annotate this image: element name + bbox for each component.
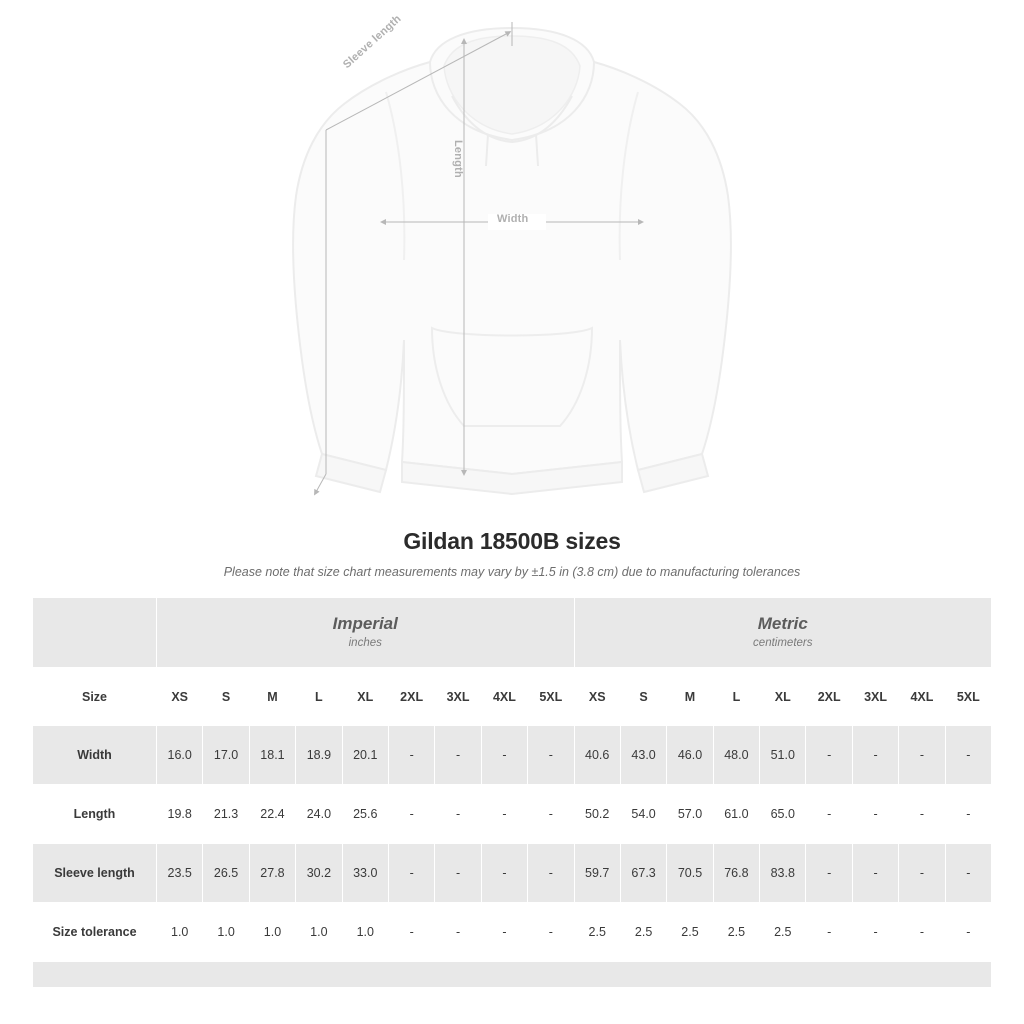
cell-width-imperial-3xl: - (435, 726, 481, 785)
cell-sleeve-imperial-3xl: - (435, 844, 481, 903)
cell-sleeve-imperial-4xl: - (481, 844, 527, 903)
header-imperial-3xl: 3XL (435, 668, 481, 726)
cell-length-imperial-xl: 25.6 (342, 785, 388, 844)
cell-tolerance-imperial-m: 1.0 (249, 903, 295, 962)
cell-sleeve-metric-5xl: - (945, 844, 991, 903)
cell-sleeve-metric-xs: 59.7 (574, 844, 620, 903)
cell-width-imperial-m: 18.1 (249, 726, 295, 785)
cell-sleeve-metric-2xl: - (806, 844, 852, 903)
size-table-wrapper (32, 597, 992, 988)
header-imperial-xl: XL (342, 668, 388, 726)
cell-tolerance-imperial-3xl: - (435, 903, 481, 962)
unit-name-imperial: Imperial (332, 613, 398, 633)
cell-sleeve-metric-4xl: - (899, 844, 945, 903)
row-label-width: Width (33, 726, 157, 785)
cell-width-imperial-xs: 16.0 (157, 726, 203, 785)
unit-header-imperial (157, 598, 575, 668)
cell-length-imperial-3xl: - (435, 785, 481, 844)
cell-sleeve-imperial-5xl: - (528, 844, 574, 903)
cell-width-metric-xs: 40.6 (574, 726, 620, 785)
cell-tolerance-metric-3xl: - (852, 903, 898, 962)
cell-width-imperial-l: 18.9 (296, 726, 342, 785)
cell-length-imperial-s: 21.3 (203, 785, 249, 844)
cell-tolerance-metric-2xl: - (806, 903, 852, 962)
cell-sleeve-metric-s: 67.3 (620, 844, 666, 903)
cell-tolerance-metric-xl: 2.5 (760, 903, 806, 962)
cell-sleeve-imperial-2xl: - (388, 844, 434, 903)
header-size-label: Size (33, 668, 157, 726)
cell-length-imperial-4xl: - (481, 785, 527, 844)
table-row (33, 726, 992, 785)
cell-width-metric-5xl: - (945, 726, 991, 785)
cell-tolerance-imperial-s: 1.0 (203, 903, 249, 962)
hoodie-body-shape (293, 28, 731, 494)
cell-tolerance-imperial-2xl: - (388, 903, 434, 962)
cell-length-imperial-l: 24.0 (296, 785, 342, 844)
cell-length-metric-3xl: - (852, 785, 898, 844)
cell-width-imperial-4xl: - (481, 726, 527, 785)
header-imperial-s: S (203, 668, 249, 726)
cell-width-metric-4xl: - (899, 726, 945, 785)
sleeve-length-label: Sleeve length (341, 12, 404, 71)
cell-length-imperial-m: 22.4 (249, 785, 295, 844)
cell-sleeve-imperial-xl: 33.0 (342, 844, 388, 903)
cell-sleeve-metric-m: 70.5 (667, 844, 713, 903)
table-row (33, 785, 992, 844)
header-metric-2xl: 2XL (806, 668, 852, 726)
width-label: Width (497, 213, 529, 225)
cell-tolerance-metric-l: 2.5 (713, 903, 759, 962)
cell-width-metric-l: 48.0 (713, 726, 759, 785)
length-label: Length (452, 140, 464, 178)
cell-length-metric-5xl: - (945, 785, 991, 844)
cell-sleeve-imperial-xs: 23.5 (157, 844, 203, 903)
cell-tolerance-metric-4xl: - (899, 903, 945, 962)
cell-width-metric-s: 43.0 (620, 726, 666, 785)
unit-sub-imperial: inches (348, 636, 382, 649)
cell-length-imperial-xs: 19.8 (157, 785, 203, 844)
header-imperial-l: L (296, 668, 342, 726)
cell-tolerance-metric-5xl: - (945, 903, 991, 962)
cell-sleeve-metric-l: 76.8 (713, 844, 759, 903)
garment-illustration (0, 0, 1024, 510)
page-title: Gildan 18500B sizes (403, 528, 621, 554)
header-imperial-5xl: 5XL (528, 668, 574, 726)
cell-length-metric-xl: 65.0 (760, 785, 806, 844)
cell-tolerance-imperial-l: 1.0 (296, 903, 342, 962)
cell-length-metric-l: 61.0 (713, 785, 759, 844)
unit-name-metric: Metric (757, 613, 808, 633)
table-footer-cell (33, 962, 992, 988)
cell-width-metric-3xl: - (852, 726, 898, 785)
unit-header-row (33, 598, 992, 668)
header-imperial-m: M (249, 668, 295, 726)
cell-width-metric-xl: 51.0 (760, 726, 806, 785)
row-label-length: Length (33, 785, 157, 844)
cell-width-imperial-xl: 20.1 (342, 726, 388, 785)
header-imperial-4xl: 4XL (481, 668, 527, 726)
unit-header-metric (574, 598, 992, 668)
cell-width-imperial-5xl: - (528, 726, 574, 785)
table-footer-strip (33, 962, 992, 988)
cell-length-metric-xs: 50.2 (574, 785, 620, 844)
row-label-size-tolerance: Size tolerance (33, 903, 157, 962)
cell-length-imperial-2xl: - (388, 785, 434, 844)
unit-header-spacer (33, 598, 157, 668)
cell-length-metric-2xl: - (806, 785, 852, 844)
title-block (0, 528, 1024, 579)
cell-sleeve-imperial-m: 27.8 (249, 844, 295, 903)
cell-sleeve-imperial-l: 30.2 (296, 844, 342, 903)
row-label-sleeve-length: Sleeve length (33, 844, 157, 903)
header-metric-xs: XS (574, 668, 620, 726)
cell-width-imperial-2xl: - (388, 726, 434, 785)
header-metric-5xl: 5XL (945, 668, 991, 726)
cell-width-metric-2xl: - (806, 726, 852, 785)
cell-sleeve-metric-3xl: - (852, 844, 898, 903)
cell-tolerance-metric-xs: 2.5 (574, 903, 620, 962)
table-row (33, 903, 992, 962)
cell-width-metric-m: 46.0 (667, 726, 713, 785)
cell-tolerance-imperial-4xl: - (481, 903, 527, 962)
header-metric-3xl: 3XL (852, 668, 898, 726)
cell-tolerance-imperial-5xl: - (528, 903, 574, 962)
hoodie-diagram-svg (0, 0, 1024, 510)
header-metric-s: S (620, 668, 666, 726)
cell-width-imperial-s: 17.0 (203, 726, 249, 785)
size-header-row (33, 668, 992, 726)
cell-length-metric-s: 54.0 (620, 785, 666, 844)
cell-sleeve-metric-xl: 83.8 (760, 844, 806, 903)
table-row (33, 844, 992, 903)
header-metric-l: L (713, 668, 759, 726)
cell-tolerance-metric-s: 2.5 (620, 903, 666, 962)
header-metric-m: M (667, 668, 713, 726)
header-imperial-xs: XS (157, 668, 203, 726)
size-table (32, 597, 992, 988)
cell-sleeve-imperial-s: 26.5 (203, 844, 249, 903)
cell-tolerance-imperial-xs: 1.0 (157, 903, 203, 962)
header-metric-xl: XL (760, 668, 806, 726)
tolerance-note: Please note that size chart measurements may vary by ±1.5 in (3.8 cm) due to manufacturing tolerances (223, 565, 801, 579)
cell-length-metric-4xl: - (899, 785, 945, 844)
header-metric-4xl: 4XL (899, 668, 945, 726)
cell-tolerance-imperial-xl: 1.0 (342, 903, 388, 962)
cell-length-metric-m: 57.0 (667, 785, 713, 844)
cell-length-imperial-5xl: - (528, 785, 574, 844)
unit-sub-metric: centimeters (753, 636, 813, 649)
header-imperial-2xl: 2XL (388, 668, 434, 726)
cell-tolerance-metric-m: 2.5 (667, 903, 713, 962)
